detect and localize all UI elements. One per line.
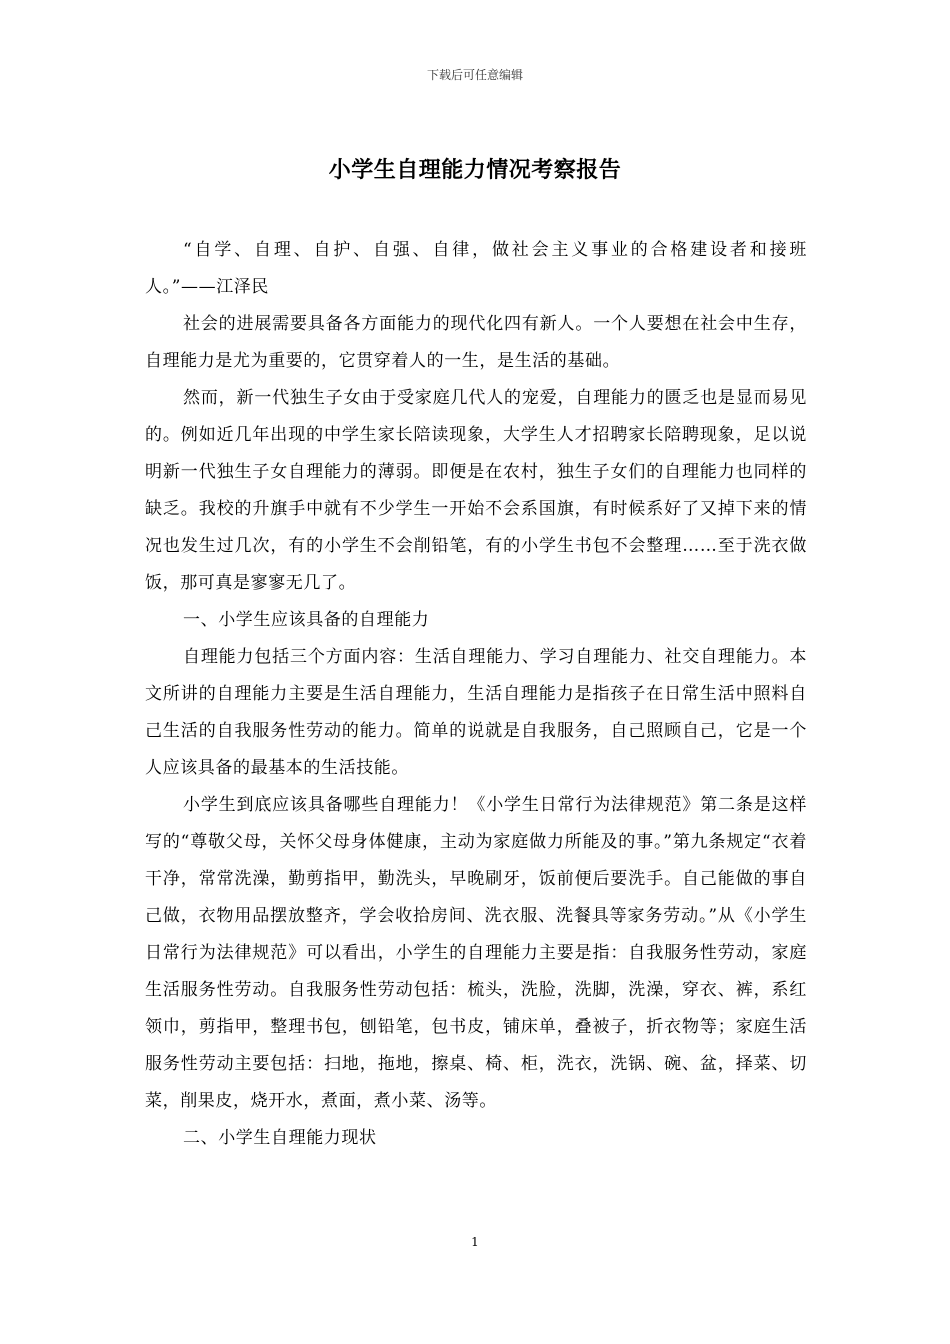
paragraph-definition: 自理能力包括三个方面内容：生活自理能力、学习自理能力、社交自理能力。本文所讲的自理能力主要是生活自理能力，生活自理能力是指孩子在日常生活中照料自己生活的自我服务性劳动的能力。简单的说就是自我服务，自己照顾自己，它是一个人应该具备的最基本的生活技能。 [145,647,807,778]
document-title: 小学生自理能力情况考察报告 [328,157,622,183]
document-body [145,232,807,1157]
paragraph-quote: “自学、自理、自护、自强、自律，做社会主义事业的合格建设者和接班人。”——江泽民 [145,240,807,297]
paragraph-intro: 社会的进展需要具备各方面能力的现代化四有新人。一个人要想在社会中生存，自理能力是尤为重要的，它贯穿着人的一生，是生活的基础。 [145,314,807,371]
header-note: 下载后可任意编辑 [426,68,523,82]
section-heading-2: 二、小学生自理能力现状 [183,1128,377,1148]
paragraph-regulations: 小学生到底应该具备哪些自理能力！《小学生日常行为法律规范》第二条是这样写的“尊敬父母，关怀父母身体健康，主动为家庭做力所能及的事。”第九条规定“衣着干净，常常洗澡，勤剪指甲，勤洗头，早晚刷牙，饭前便后要洗手。自己能做的事自己做，衣物用品摆放整齐，学会收拾房间、洗衣服、洗餐具等家务劳动。”从《小学生日常行为法律规范》可以看出，小学生的自理能力主要是指：自我服务性劳动，家庭生活服务性劳动。自我服务性劳动包括：梳头，洗脸，洗脚，洗澡，穿衣、裤，系红领巾，剪指甲，整理书包，刨铅笔，包书皮，铺床单，叠被子，折衣物等；家庭生活服务性劳动主要包括：扫地，拖地，擦桌、椅、柜，洗衣，洗锅、碗、盆，择菜、切菜，削果皮，烧开水，煮面，煮小菜、汤等。 [145,795,807,1111]
page-number: 1 [471,1235,479,1249]
section-heading-1: 一、小学生应该具备的自理能力 [183,610,430,630]
paragraph-problem: 然而，新一代独生子女由于受家庭几代人的宠爱，自理能力的匮乏也是显而易见的。例如近几年出现的中学生家长陪读现象，大学生人才招聘家长陪聘现象，足以说明新一代独生子女自理能力的薄弱。即便是在农村，独生子女们的自理能力也同样的缺乏。我校的升旗手中就有不少学生一开始不会系国旗，有时候系好了又掉下来的情况也发生过几次，有的小学生不会削铅笔，有的小学生书包不会整理……至于洗衣做饭，那可真是寥寥无几了。 [145,388,807,593]
